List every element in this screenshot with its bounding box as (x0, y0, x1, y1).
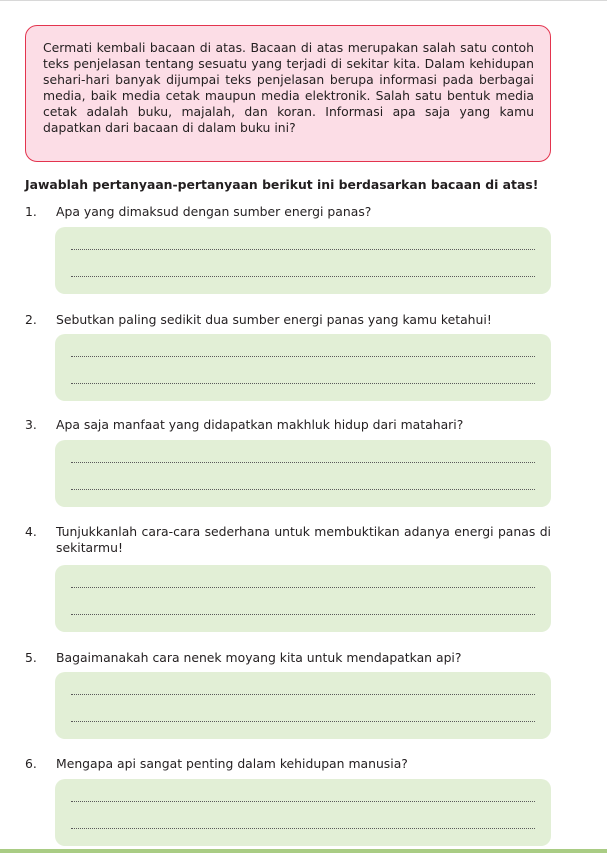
answer-line[interactable] (71, 828, 535, 829)
answer-box[interactable] (55, 334, 551, 401)
answer-line[interactable] (71, 614, 535, 615)
intro-text: Cermati kembali bacaan di atas. Bacaan di atas merupakan salah satu contoh teks penjelasan tentang sesuatu yang terjadi di sekitar kita. Dalam kehidupan sehari-hari banyak dijumpai teks penjelasan berupa informasi pada berbagai media, baik media cetak maupun media elektronik. Salah satu bentuk media cetak adalah buku, majalah, dan koran. Informasi apa saja yang kamu dapatkan dari bacaan di dalam buku ini? (43, 40, 534, 135)
answer-box[interactable] (55, 440, 551, 507)
answer-line[interactable] (71, 383, 535, 384)
question-text: Sebutkan paling sedikit dua sumber energi panas yang kamu ketahui! (56, 312, 492, 327)
answer-line[interactable] (71, 801, 535, 802)
question-number: 3. (25, 417, 37, 432)
answer-box[interactable] (55, 779, 551, 846)
answer-line[interactable] (71, 489, 535, 490)
answer-line[interactable] (71, 721, 535, 722)
answer-box[interactable] (55, 565, 551, 632)
intro-box (25, 25, 551, 162)
answer-line[interactable] (71, 276, 535, 277)
question-number: 5. (25, 650, 37, 665)
question-text: Apa yang dimaksud dengan sumber energi panas? (56, 204, 372, 219)
answer-box[interactable] (55, 672, 551, 739)
answer-box[interactable] (55, 227, 551, 294)
question-text: Apa saja manfaat yang didapatkan makhluk hidup dari matahari? (56, 417, 464, 432)
question-text: Bagaimanakah cara nenek moyang kita untuk mendapatkan api? (56, 650, 462, 665)
question-number: 1. (25, 204, 37, 219)
question-number: 2. (25, 312, 37, 327)
top-rule (0, 0, 607, 1)
question-text: Mengapa api sangat penting dalam kehidupan manusia? (56, 756, 408, 771)
bottom-border (0, 849, 607, 853)
question-text: Tunjukkanlah cara-cara sederhana untuk membuktikan adanya energi panas di sekitarmu! (56, 524, 551, 555)
answer-line[interactable] (71, 462, 535, 463)
answer-line[interactable] (71, 356, 535, 357)
question-number: 4. (25, 524, 37, 539)
question-number: 6. (25, 756, 37, 771)
answer-line[interactable] (71, 587, 535, 588)
instruction-heading: Jawablah pertanyaan-pertanyaan berikut ini berdasarkan bacaan di atas! (25, 177, 539, 192)
answer-line[interactable] (71, 249, 535, 250)
answer-line[interactable] (71, 694, 535, 695)
